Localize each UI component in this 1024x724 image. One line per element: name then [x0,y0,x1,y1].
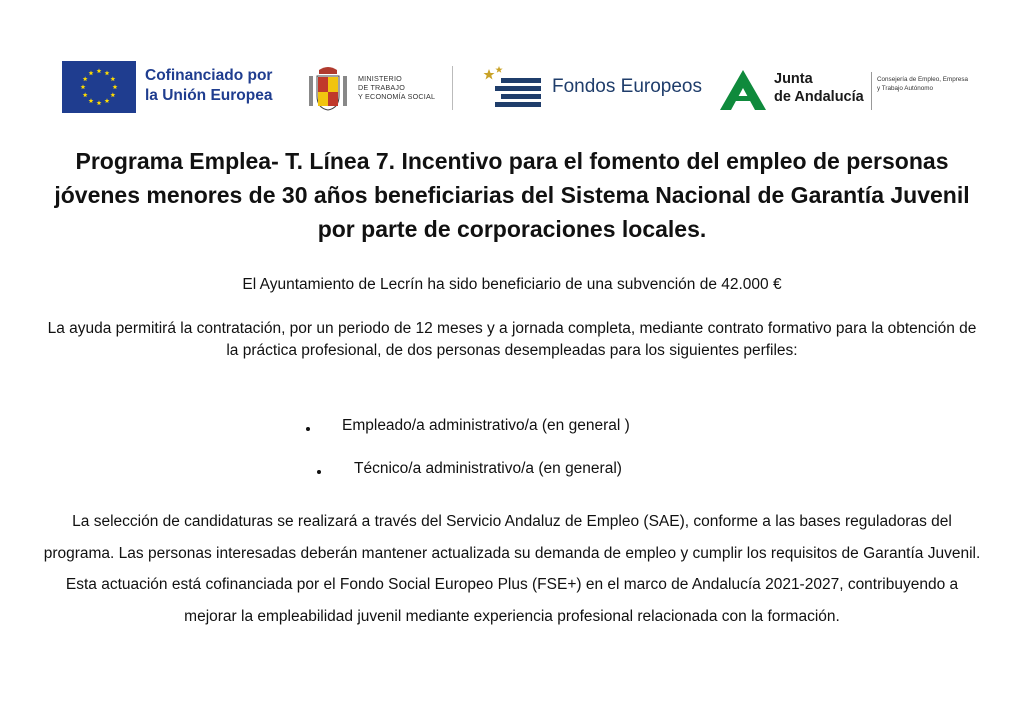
hiring-paragraph: La ayuda permitirá la contratación, por un periodo de 12 meses y a jornada completa, mediante contrato formativo para la obtención de la práctica profesional, de dos personas desempleadas para los siguientes perfiles: [47,320,977,359]
junta-andalucia-icon [720,70,766,110]
junta-andalucia-text [774,70,864,106]
eu-flag-icon [62,61,136,113]
ministry-line-1: MINISTERIO [358,74,402,83]
subsidy-paragraph: El Ayuntamiento de Lecrín ha sido beneficiario de una subvención de 42.000 € [242,276,782,293]
fondos-europeos-icon [481,64,545,114]
logo-header [0,58,1024,118]
consejeria-text [877,76,968,93]
ministry-text [358,74,435,101]
consejeria-line-1: Consejería de Empleo, Empresa [877,76,969,83]
document-title: Programa Emplea- T. Línea 7. Incentivo para el fomento del empleo de personas jóvenes menores de 30 años beneficiarias del Sistema Nacional de Garantía Juvenil por parte de corporaciones locales. [54,148,970,242]
bullet-icon [306,427,310,431]
profile-label: Técnico/a administrativo/a (en general) [354,460,622,477]
eu-line-2: la Unión Europea [145,87,273,104]
bullet-icon [317,470,321,474]
fondos-europeos-text: Fondos Europeos [552,76,702,97]
logo-divider [452,66,453,110]
junta-line-2: de Andalucía [774,89,864,105]
spain-coat-of-arms-icon [305,62,351,114]
profile-label: Empleado/a administrativo/a (en general ) [342,417,630,434]
eu-line-1: Cofinanciado por [145,67,273,84]
profile-list-item [322,458,622,480]
junta-divider [871,72,872,110]
junta-line-1: Junta [774,71,813,87]
ministry-line-3: Y ECONOMÍA SOCIAL [358,92,436,101]
eu-cofinanced-text [145,66,272,106]
consejeria-line-2: y Trabajo Autónomo [877,84,934,92]
selection-paragraph: La selección de candidaturas se realizará a través del Servicio Andaluz de Empleo (SAE), conforme a las bases reguladoras del programa. Las personas interesadas deberán mantener actualizada su demanda de empleo y cumplir los requisitos de Garantía Juvenil. Esta actuación está cofinanciada por el Fondo Social Europeo Plus (FSE+) en el marco de Andalucía 2021-2027, contribuyendo a mejorar la empleabilidad juvenil mediante experiencia profesional relacionada con la formación. [43,513,981,625]
profile-list-item [310,415,630,437]
ministry-line-2: DE TRABAJO [358,83,405,92]
